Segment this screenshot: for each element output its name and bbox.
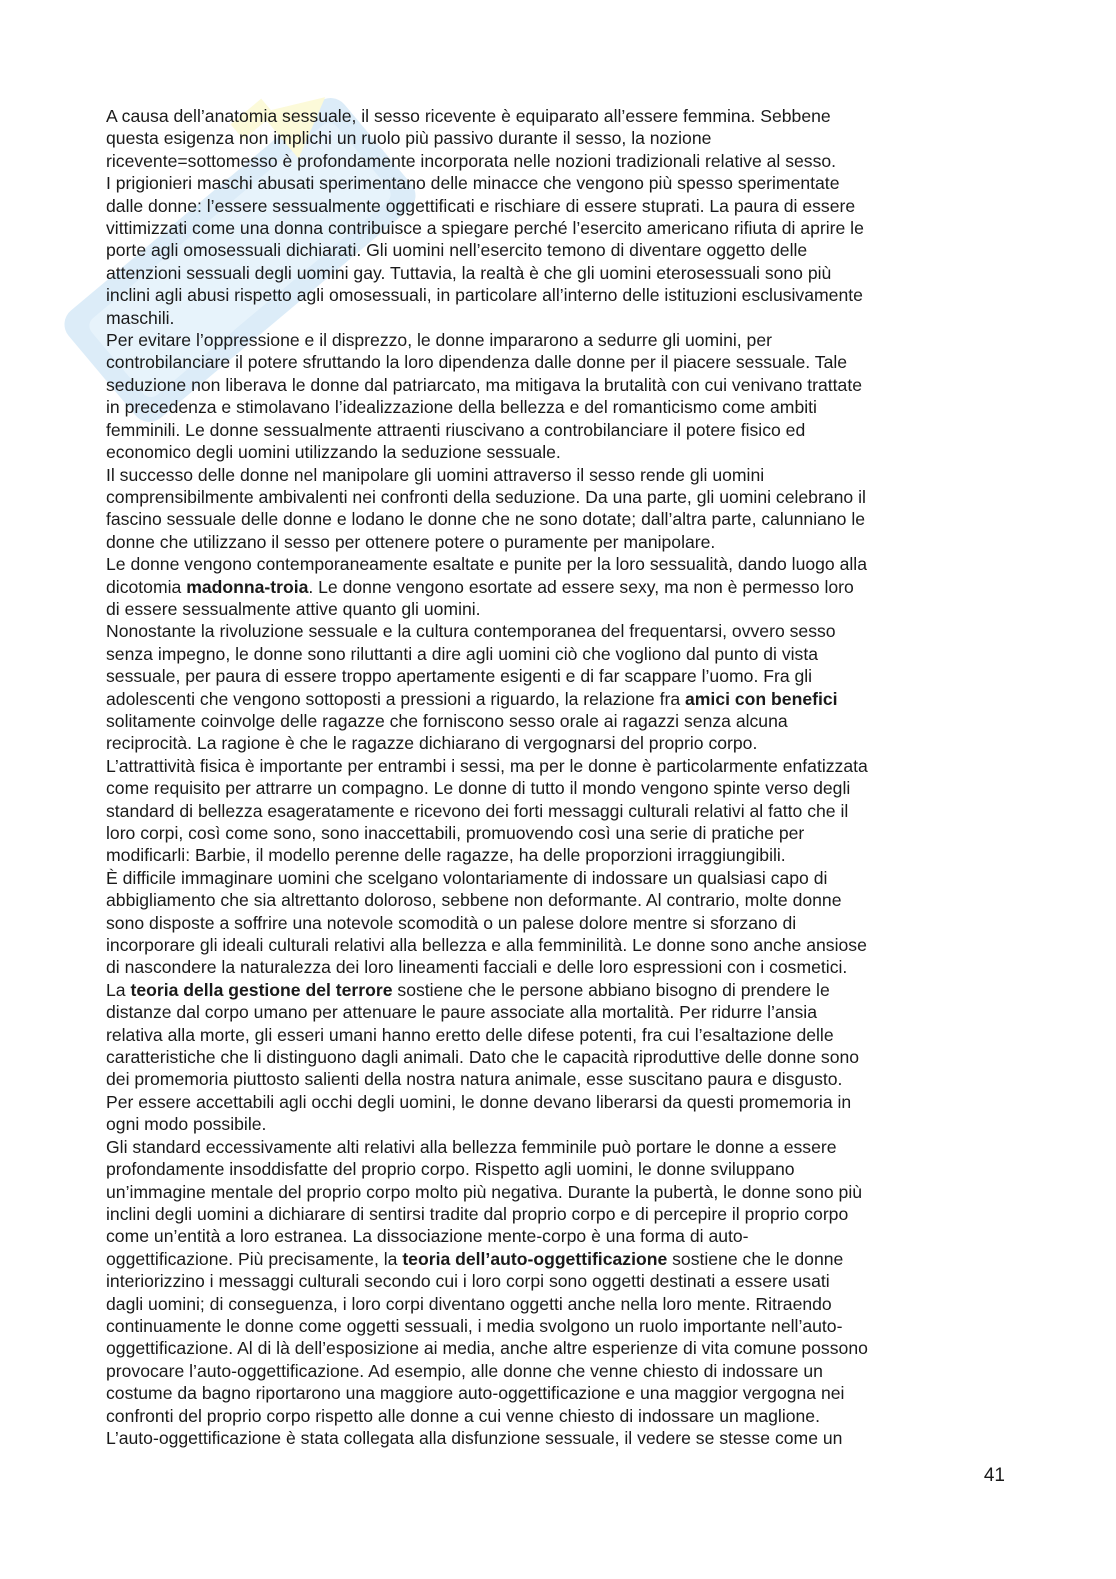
text-run: Il successo delle donne nel manipolare gli uomini attraverso il sesso rende gli uomini comprensibilmente ambivalenti nei confronti della seduzione. Da una parte, gli uomini celebrano il fascino sessuale delle donne e lodano le donne che ne sono dotate; dall’altra parte, calunniano le donne che utilizzano il sesso per ottenere potere o puramente per manipolare. bbox=[106, 464, 866, 552]
bold-term: teoria della gestione del terrore bbox=[130, 979, 393, 1000]
paragraph bbox=[106, 553, 1006, 620]
paragraph bbox=[106, 329, 1006, 463]
paragraph bbox=[106, 620, 1006, 754]
text-run: I prigionieri maschi abusati sperimentano delle minacce che vengono più spesso sperimentate dalle donne: l’essere sessualmente oggettificati e rischiare di essere stuprati. La paura di essere vittimizzati come una donna contribuisce a spiegare perché l’esercito americano rifiuta di aprire le porte agli omosessuali dichiarati. Gli uomini nell’esercito temono di diventare oggetto delle attenzioni sessuali degli uomini gay. Tuttavia, la realtà è che gli uomini eterosessuali sono più inclini agli abusi rispetto agli omosessuali, in particolare all’interno delle istituzioni esclusivamente maschili. bbox=[106, 173, 864, 328]
document-body bbox=[106, 105, 1006, 1449]
text-run: A causa dell’anatomia sessuale, il sesso ricevente è equiparato all’essere femmina. Sebbene questa esigenza non implichi un ruolo più passivo durante il sesso, la nozione ricevente=sottomesso è profondamente incorporata nelle nozioni tradizionali relative al sesso. bbox=[106, 106, 837, 171]
text-run: Gli standard eccessivamente alti relativi alla bellezza femminile può portare le donne a essere profondamente insoddisfatte del proprio corpo. Rispetto agli uomini, le donne sviluppano un’immagine mentale del proprio corpo molto più negativa. Durante la pubertà, le donne sono più inclini degli uomini a dichiarare di sentirsi tradite dal proprio corpo e di percepire il proprio corpo come un’entità a loro estranea. La dissociazione mente-corpo è una forma di auto- oggettificazione. Più precisamente, la bbox=[106, 1136, 863, 1269]
text-run: L’auto-oggettificazione è stata collegata alla disfunzione sessuale, il vedere se stesse come un bbox=[106, 1427, 843, 1448]
bold-term: madonna-troia bbox=[186, 576, 309, 597]
text-run: . Le donne vengono esortate ad essere sexy, ma non è permesso loro di essere sessualmente attive quanto gli uomini. bbox=[106, 576, 854, 619]
text-run: sostiene che le persone abbiano bisogno di prendere le distanze dal corpo umano per attenuare le paure associate alla mortalità. Per ridurre l’ansia relativa alla morte, gli esseri umani hanno eretto delle difese potenti, fra cui l’esaltazione delle caratteristiche che li distinguono dagli animali. Dato che le capacità riproduttive delle donne sono dei promemoria piuttosto salienti della nostra natura animale, esse suscitano paura e disgusto. Per essere accettabili agli occhi degli uomini, le donne devano liberarsi da questi promemoria in ogni modo possibile. bbox=[106, 979, 860, 1135]
paragraph bbox=[106, 1136, 1006, 1427]
text-run: Per evitare l’oppressione e il disprezzo, le donne impararono a sedurre gli uomini, per controbilanciare il potere sfruttando la loro dipendenza dalle donne per il piacere sessuale. Tale seduzione non liberava le donne dal patriarcato, ma mitigava la brutalità con cui venivano trattate in precedenza e stimolavano l’idealizzazione della bellezza e del romanticismo come ambiti femminili. Le donne sessualmente attraenti riuscivano a controbilanciare il potere fisico ed economico degli uomini utilizzando la seduzione sessuale. bbox=[106, 330, 863, 463]
text-run: L’attrattività fisica è importante per entrambi i sessi, ma per le donne è particolarmente enfatizzata come requisito per attrarre un compagno. Le donne di tutto il mondo vengono spinte verso degli standard di bellezza esageratamente e ricevono dei forti messaggi culturali relativi al fatto che il loro corpi, così come sono, sono inaccettabili, promuovendo così una serie di pratiche per modificarli: Barbie, il modello perenne delle ragazze, ha delle proporzioni irraggiungibili. bbox=[106, 755, 868, 866]
text-run: Le donne vengono contemporaneamente esaltate e punite per la loro sessualità, dando luogo alla dicotomia bbox=[106, 554, 867, 597]
paragraph bbox=[106, 105, 1006, 172]
text-run: La bbox=[106, 979, 131, 1000]
text-run: È difficile immaginare uomini che scelgano volontariamente di indossare un qualsiasi capo di abbigliamento che sia altrettanto doloroso, sebbene non deformante. Al contrario, molte donne sono disposte a soffrire una notevole scomodità o un palese dolore mentre si sforzano di incorporare gli ideali culturali relativi alla bellezza e alla femminilità. Le donne sono anche ansiose di nascondere la naturalezza dei loro lineamenti facciali e delle loro espressioni con i cosmetici. bbox=[106, 867, 867, 978]
text-run: sostiene che le donne interiorizzino i messaggi culturali secondo cui i loro corpi sono oggetti destinati a essere usati dagli uomini; di conseguenza, i loro corpi diventano oggetti anche nella loro mente. Ritraendo continuamente le donne come oggetti sessuali, i media svolgono un ruolo importante nell’auto- oggettificazione. Al di là dell’esposizione ai media, anche altre esperienze di vita comune possono provocare l’auto-oggettificazione. Ad esempio, alle donne che venne chiesto di indossare un costume da bagno riportarono una maggiore auto-oggettificazione e una maggior vergogna nei confronti del proprio corpo rispetto alle donne a cui venne chiesto di indossare un maglione. bbox=[106, 1248, 868, 1426]
paragraph bbox=[106, 867, 1006, 979]
text-run: Nonostante la rivoluzione sessuale e la cultura contemporanea del frequentarsi, ovvero sesso senza impegno, le donne sono riluttanti a dire agli uomini ciò che vogliono dal punto di vista sessuale, per paura di essere troppo apertamente esigenti e di far scappare l’uomo. Fra gli adolescenti che vengono sottoposti a pressioni a riguardo, la relazione fra bbox=[106, 621, 836, 709]
paragraph bbox=[106, 755, 1006, 867]
page-number: 41 bbox=[983, 1465, 1005, 1486]
bold-term: amici con benefici bbox=[685, 688, 838, 709]
paragraph bbox=[106, 979, 1006, 1136]
paragraph bbox=[106, 1427, 1006, 1449]
text-run: solitamente coinvolge delle ragazze che forniscono sesso orale ai ragazzi senza alcuna reciprocità. La ragione è che le ragazze dichiarano di vergognarsi del proprio corpo. bbox=[106, 710, 788, 754]
bold-term: teoria dell’auto-oggettificazione bbox=[402, 1248, 668, 1269]
paragraph bbox=[106, 464, 1006, 554]
paragraph bbox=[106, 172, 1006, 329]
